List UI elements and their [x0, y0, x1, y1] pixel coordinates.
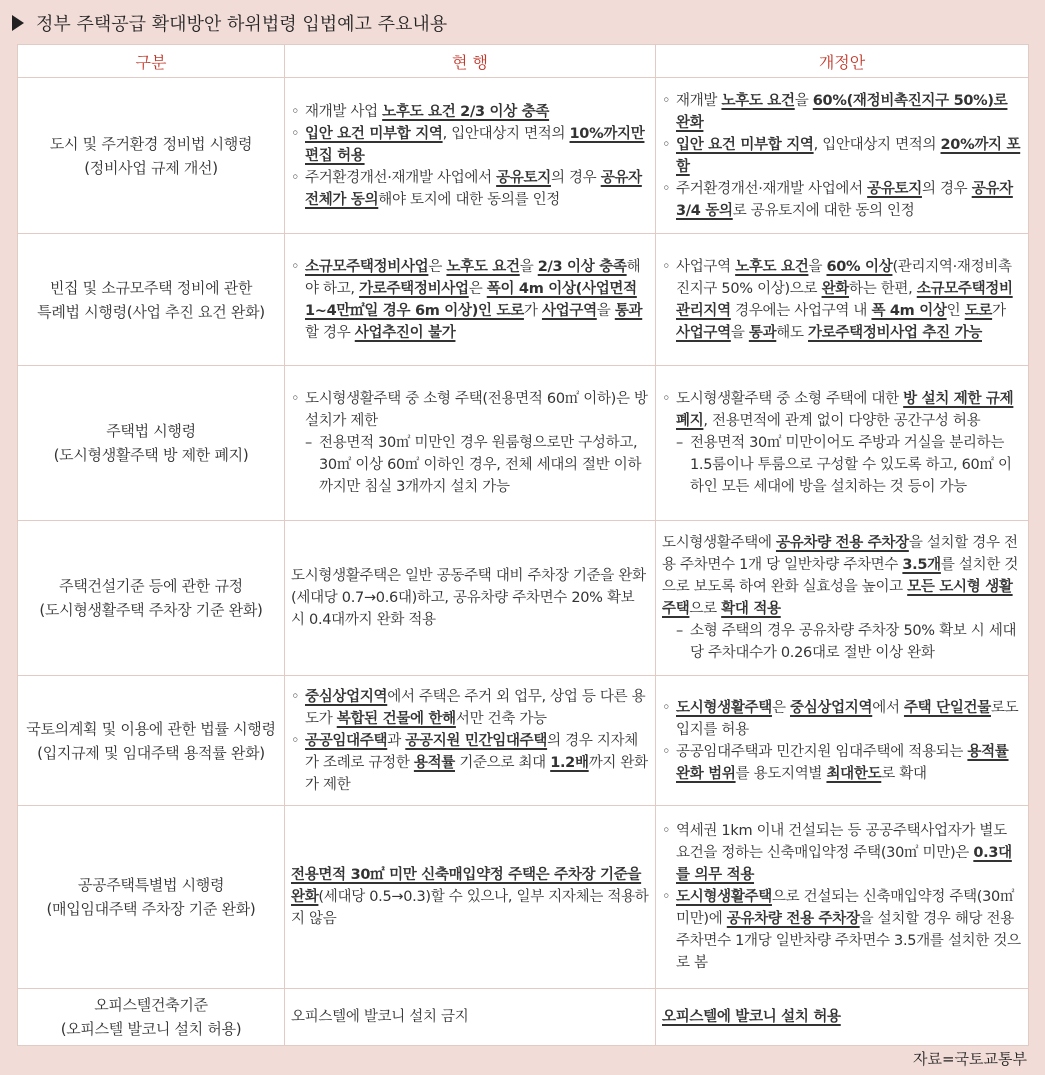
category-cell — [18, 676, 285, 806]
bullet-item — [662, 256, 1022, 344]
text-run: 주거환경개선·재개발 사업에서 — [305, 169, 497, 186]
item-text — [662, 1009, 841, 1025]
text-run: 을 — [596, 302, 615, 319]
emphasis-text: 공유자 전체가 동의 — [305, 169, 642, 208]
emphasis-text: 공유토지 — [867, 180, 922, 197]
text-run: 사업구역 — [676, 258, 736, 275]
emphasis-text: 공공지원 민간임대주택 — [405, 732, 548, 749]
emphasis-text: 폭이 4m 이상(사업면적 1~4만㎡일 경우 6m 이상)인 도로 — [305, 280, 637, 319]
emphasis-text: 소규모주택정비 관리지역 — [676, 280, 1013, 319]
emphasis-text: 노후도 요건 2/3 이상 충족 — [382, 103, 550, 120]
bullet-mark: ◦ — [662, 180, 671, 197]
current-cell — [285, 78, 656, 234]
text-run: 를 용도지역별 — [735, 765, 827, 782]
bullet-mark: ◦ — [662, 889, 671, 905]
bullet-item — [291, 256, 649, 344]
bullet-mark: ◦ — [291, 732, 300, 749]
bullet-mark: ◦ — [662, 258, 671, 275]
emphasis-text: 노후도 요건 — [446, 258, 520, 275]
category-line: (오피스텔 발코니 설치 허용) — [60, 1020, 242, 1038]
bullet-item — [662, 388, 1022, 432]
table-row — [18, 78, 1029, 234]
sub-item — [662, 432, 1022, 498]
category-line: 국토의계획 및 이용에 관한 법률 시행령 — [26, 719, 276, 738]
item-text — [305, 686, 649, 730]
category-cell — [18, 989, 285, 1046]
text-run: 소형 주택의 경우 공유차량 주차장 50% 확보 시 세대당 주차대수가 0.26대로 절반 이상 완화 — [690, 623, 1017, 661]
category-line: (정비사업 규제 개선) — [84, 158, 218, 177]
text-run: 가 — [523, 302, 542, 319]
dash-mark: – — [676, 623, 683, 639]
bullet-mark: ◦ — [662, 743, 671, 760]
item-text — [305, 123, 649, 167]
text-run: 은 — [771, 699, 790, 716]
emphasis-text: 0.3대를 의무 적용 — [676, 845, 1012, 883]
emphasis-text: 공유토지 — [496, 169, 551, 186]
emphasis-text: 공공임대주택 — [305, 732, 388, 749]
text-run: 도시형생활주택은 일반 공동주택 대비 주차장 기준을 완화(세대당 0.7→0.6대)하고, 공유차량 주차면수 20% 확보 시 0.4대까지 완화 적용 — [291, 568, 646, 628]
text-run: 전용면적 30㎡ 미만이어도 주방과 거실을 분리하는 1.5룸이나 투룸으로 구성할 수 있도록 하고, 60㎡ 이하인 모든 세대에 방을 설치하는 것 등이 가능 — [690, 435, 1012, 495]
emphasis-text: 도시형생활주택 — [676, 699, 772, 716]
bullet-mark: ◦ — [662, 391, 671, 407]
table-row — [18, 676, 1029, 806]
item-text — [676, 741, 1022, 785]
table-row — [18, 989, 1029, 1046]
emphasis-text: 1.2배 — [550, 754, 589, 771]
emphasis-text: 가로주택정비사업 — [359, 280, 469, 297]
emphasis-text: 2/3 이상 충족 — [537, 258, 627, 275]
header-category: 구분 — [18, 45, 285, 78]
emphasis-text: 도로 — [964, 302, 993, 319]
emphasis-text: 사업구역 — [541, 302, 597, 319]
emphasis-text: 사업구역 — [676, 324, 731, 341]
item-text — [676, 820, 1022, 886]
sub-item — [662, 620, 1022, 664]
text-run: 를 설치한 것으로 보도록 하여 완화 실효성을 높이고 — [662, 557, 1019, 595]
item-text — [676, 134, 1022, 178]
document-title — [12, 6, 447, 40]
text-run: 도시형생활주택에 — [662, 535, 776, 551]
emphasis-text: 노후도 요건 — [735, 258, 809, 275]
category-line: 특례법 시행령(사업 추진 요건 완화) — [37, 302, 265, 321]
text-run: 의 경우 — [921, 180, 972, 197]
dash-mark: – — [305, 435, 312, 451]
text-run: 역세권 1km 이내 건설되는 등 공공주택사업자가 별도 요건을 정하는 신축매입약정 주택(30㎡ 미만)은 — [676, 823, 1007, 861]
text-run: 가 — [992, 302, 1006, 319]
text-run: 도시형생활주택 중 소형 주택(전용면적 60㎡ 이하)은 방 설치가 제한 — [305, 391, 648, 429]
item-text — [676, 178, 1022, 222]
text-run: 로 확대 — [881, 765, 927, 782]
emphasis-text: 공유차량 전용 주차장 — [775, 535, 909, 551]
category-line: 오피스텔건축기준 — [94, 996, 208, 1014]
item-text — [662, 535, 1018, 617]
emphasis-text: 3.5개 — [902, 557, 941, 573]
bullet-item — [662, 134, 1022, 178]
item-text — [305, 730, 649, 796]
text-run: 로도 입지를 허용 — [676, 699, 1019, 738]
bullet-mark: ◦ — [291, 391, 300, 407]
bullet-item — [291, 123, 649, 167]
category-cell — [18, 806, 285, 989]
emphasis-text: 노후도 요건 — [721, 92, 795, 109]
category-line: 공공주택특별법 시행령 — [77, 876, 225, 894]
proposed-cell — [656, 78, 1029, 234]
category-line: (도시형생활주택 방 제한 폐지) — [53, 446, 249, 464]
item-text — [319, 432, 649, 498]
emphasis-text: 중심상업지역 — [305, 688, 388, 705]
text-run: 을 — [730, 324, 749, 341]
bullet-mark: ◦ — [662, 92, 671, 109]
category-line: (입지규제 및 임대주택 용적률 완화) — [37, 743, 265, 762]
header-proposed: 개정안 — [656, 45, 1029, 78]
text-run: 공공임대주택과 민간지원 임대주택에 적용되는 — [676, 743, 968, 760]
emphasis-text: 중심상업지역 — [789, 699, 873, 716]
text-run: 의 경우 지자체가 조례로 규정한 — [305, 732, 638, 771]
current-cell — [285, 366, 656, 521]
current-cell — [285, 234, 656, 366]
text-run: 을 — [794, 92, 813, 109]
bullet-item — [291, 686, 649, 730]
bullet-item — [291, 101, 649, 123]
proposed-cell — [656, 989, 1029, 1046]
bullet-item — [662, 886, 1022, 974]
text-run: 기준으로 최대 — [455, 754, 551, 771]
text-run: 을 설치할 경우 전용 주차면수 1개 당 일반차량 주차면수 — [662, 535, 1018, 573]
text-run: 과 — [387, 732, 406, 749]
paragraph — [291, 565, 649, 631]
emphasis-text: 용적률 — [413, 754, 456, 771]
bullet-item — [291, 388, 649, 432]
bullet-item — [662, 741, 1022, 785]
table-row — [18, 806, 1029, 989]
text-run: 주거환경개선·재개발 사업에서 — [676, 180, 868, 197]
comparison-table — [17, 44, 1029, 1046]
emphasis-text: 최대한도 — [826, 765, 882, 782]
header-current: 현 행 — [285, 45, 656, 78]
category-cell — [18, 78, 285, 234]
item-text — [291, 867, 649, 927]
table-row — [18, 521, 1029, 676]
category-cell — [18, 234, 285, 366]
item-text — [676, 697, 1022, 741]
paragraph — [662, 532, 1022, 620]
emphasis-text: 60%(재정비촉진지구 50%)로 완화 — [676, 92, 1008, 131]
text-run: 로 공유토지에 대한 동의 인정 — [732, 202, 915, 219]
proposed-cell — [656, 676, 1029, 806]
emphasis-text: 공유자 3/4 동의 — [676, 180, 1013, 219]
emphasis-text: 용적률 완화 범위 — [676, 743, 1009, 782]
text-run: (세대당 0.5→0.3)할 수 있으나, 일부 지자체는 적용하지 않음 — [291, 889, 649, 927]
text-run: 오피스텔에 발코니 설치 금지 — [291, 1009, 469, 1025]
text-run: , 입안대상지 면적의 — [813, 136, 941, 153]
text-run: 전용면적 30㎡ 미만인 경우 원룸형으로만 구성하고, 30㎡ 이상 60㎡ 이하인 경우, 전체 세대의 절반 이하까지만 침실 3개까지 설치 가능 — [319, 435, 642, 495]
text-run: 은 — [428, 258, 447, 275]
bullet-mark: ◦ — [291, 103, 300, 120]
text-run: 서만 건축 가능 — [455, 710, 547, 727]
dash-mark: – — [676, 435, 683, 451]
text-run: , 전용면적에 관계 없이 다양한 공간구성 허용 — [703, 413, 981, 429]
emphasis-text: 가로주택정비사업 추진 가능 — [808, 324, 982, 341]
text-run: 까지 완화가 제한 — [305, 754, 648, 793]
item-text — [690, 620, 1022, 664]
item-text — [676, 886, 1022, 974]
bullet-mark: ◦ — [291, 169, 300, 186]
emphasis-text: 방 설치 제한 규제 폐지 — [676, 391, 1014, 429]
emphasis-text: 복합된 건물에 한해 — [336, 710, 456, 727]
emphasis-text: 60% 이상 — [826, 258, 893, 275]
text-run: 해야 하고, — [305, 258, 641, 297]
text-run: 을 — [808, 258, 827, 275]
emphasis-text: 20%까지 포함 — [676, 136, 1021, 175]
emphasis-text: 폭 4m 이상 — [871, 302, 947, 319]
proposed-cell — [656, 806, 1029, 989]
text-run: 을 설치할 경우 해당 전용주차면수 1개당 일반차량 주차면수 3.5개를 설치한 것으로 봄 — [676, 911, 1021, 971]
bullet-item — [662, 178, 1022, 222]
proposed-cell — [656, 234, 1029, 366]
emphasis-text: 통과 — [748, 324, 777, 341]
emphasis-text: 소규모주택정비사업 — [305, 258, 429, 275]
text-run: (관리지역·재정비촉진지구 50% 이상)으로 — [676, 258, 1012, 297]
triangle-bullet-icon — [12, 15, 24, 31]
emphasis-text: 입안 요건 미부합 지역 — [305, 125, 443, 142]
bullet-item — [291, 167, 649, 211]
bullet-mark: ◦ — [291, 258, 300, 275]
current-cell — [285, 521, 656, 676]
header-row — [18, 45, 1029, 78]
text-run: 경우에는 사업구역 내 — [730, 302, 872, 319]
paragraph — [291, 1006, 649, 1028]
category-cell — [18, 366, 285, 521]
table-row — [18, 234, 1029, 366]
table-body — [18, 78, 1029, 1046]
table-row — [18, 366, 1029, 521]
text-run: 으로 건설되는 신축매입약정 주택(30㎡ 미만)에 — [676, 889, 1015, 927]
text-run: 재개발 사업 — [305, 103, 383, 120]
item-text — [305, 388, 649, 432]
emphasis-text: 사업추진이 불가 — [354, 324, 456, 341]
emphasis-text: 전용면적 30㎡ 미만 신축매입약정 주택은 주차장 기준을 완화 — [291, 867, 642, 905]
bullet-item — [662, 90, 1022, 134]
item-text — [291, 568, 646, 628]
text-run: 할 경우 — [305, 324, 355, 341]
item-text — [305, 101, 549, 123]
item-text — [305, 256, 649, 344]
bullet-item — [662, 697, 1022, 741]
emphasis-text: 도시형생활주택 — [676, 889, 772, 905]
category-line: 주택법 시행령 — [106, 422, 196, 440]
title-text: 정부 주택공급 확대방안 하위법령 입법예고 주요내용 — [36, 14, 448, 35]
bullet-mark: ◦ — [291, 688, 300, 705]
bullet-item — [662, 820, 1022, 886]
emphasis-text: 모든 도시형 생활주택 — [662, 579, 1013, 617]
bullet-mark: ◦ — [662, 136, 671, 153]
proposed-cell — [656, 366, 1029, 521]
text-run: 도시형생활주택 중 소형 주택에 대한 — [676, 391, 904, 407]
category-cell — [18, 521, 285, 676]
proposed-cell — [656, 521, 1029, 676]
emphasis-text: 10%까지만 편집 허용 — [305, 125, 645, 164]
emphasis-text: 완화 — [821, 280, 849, 297]
text-run: 에서 주택은 주거 외 업무, 상업 등 다른 용도가 — [305, 688, 646, 727]
current-cell — [285, 676, 656, 806]
emphasis-text: 입안 요건 미부합 지역 — [676, 136, 814, 153]
category-line: 도시 및 주거환경 정비법 시행령 — [49, 134, 253, 153]
paragraph — [662, 1006, 1022, 1028]
bullet-mark: ◦ — [291, 125, 300, 142]
item-text — [676, 388, 1022, 432]
bullet-mark: ◦ — [662, 699, 671, 716]
item-text — [291, 1009, 468, 1025]
paragraph — [291, 864, 649, 930]
emphasis-text: 주택 단일건물 — [903, 699, 991, 716]
current-cell — [285, 806, 656, 989]
text-run: 인 — [946, 302, 965, 319]
bullet-item — [291, 730, 649, 796]
text-run: 의 경우 — [550, 169, 601, 186]
category-line: 빈집 및 소규모주택 정비에 관한 — [49, 278, 253, 297]
item-text — [676, 90, 1022, 134]
emphasis-text: 통과 — [614, 302, 643, 319]
text-run: 하는 한편, — [848, 280, 917, 297]
text-run: 에서 — [872, 699, 904, 716]
emphasis-text: 공유차량 전용 주차장 — [726, 911, 860, 927]
text-run: 해도 — [776, 324, 809, 341]
text-run: 해야 토지에 대한 동의를 인정 — [378, 191, 561, 208]
current-cell — [285, 989, 656, 1046]
sub-item — [291, 432, 649, 498]
category-line: (도시형생활주택 주차장 기준 완화) — [39, 601, 263, 619]
source-credit: 자료=국토교통부 — [913, 1050, 1027, 1068]
text-run: 을 — [519, 258, 538, 275]
text-run: 은 — [468, 280, 487, 297]
text-run: 재개발 — [676, 92, 722, 109]
text-run: 으로 — [689, 601, 722, 617]
item-text — [676, 256, 1022, 344]
item-text — [690, 432, 1022, 498]
category-line: (매입임대주택 주차장 기준 완화) — [46, 900, 256, 918]
emphasis-text: 확대 적용 — [721, 601, 781, 617]
category-line: 주택건설기준 등에 관한 규정 — [59, 577, 243, 595]
item-text — [305, 167, 649, 211]
emphasis-text: 오피스텔에 발코니 설치 허용 — [662, 1009, 841, 1025]
text-run: , 입안대상지 면적의 — [442, 125, 570, 142]
bullet-mark: ◦ — [662, 823, 671, 839]
